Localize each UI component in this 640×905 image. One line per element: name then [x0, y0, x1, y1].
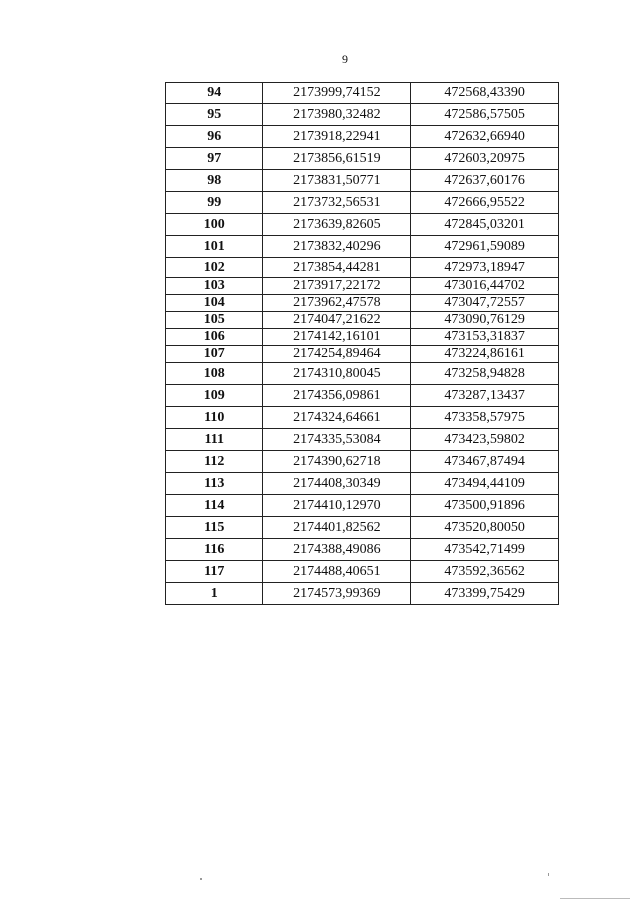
point-number-cell: 1	[166, 583, 263, 605]
x-coordinate-cell: 2174408,30349	[263, 473, 411, 495]
point-number-cell: 101	[166, 236, 263, 258]
page-number: 9	[342, 52, 348, 66]
point-number-cell: 106	[166, 329, 263, 346]
table-row	[166, 192, 559, 214]
table-row	[166, 583, 559, 605]
table-row	[166, 170, 559, 192]
point-number-cell: 117	[166, 561, 263, 583]
point-number-cell: 95	[166, 104, 263, 126]
y-coordinate-cell: 473592,36562	[411, 561, 559, 583]
point-number-cell: 109	[166, 385, 263, 407]
table-row	[166, 539, 559, 561]
point-number-cell: 110	[166, 407, 263, 429]
point-number-cell: 99	[166, 192, 263, 214]
y-coordinate-cell: 473399,75429	[411, 583, 559, 605]
table-row	[166, 258, 559, 278]
x-coordinate-cell: 2173639,82605	[263, 214, 411, 236]
y-coordinate-cell: 473500,91896	[411, 495, 559, 517]
x-coordinate-cell: 2174335,53084	[263, 429, 411, 451]
point-number-cell: 96	[166, 126, 263, 148]
table-row	[166, 329, 559, 346]
point-number-cell: 115	[166, 517, 263, 539]
table-row	[166, 214, 559, 236]
y-coordinate-cell: 472568,43390	[411, 83, 559, 104]
x-coordinate-cell: 2174142,16101	[263, 329, 411, 346]
y-coordinate-cell: 473494,44109	[411, 473, 559, 495]
scan-edge-mark	[560, 898, 630, 899]
coordinates-table	[165, 82, 559, 605]
table-row	[166, 83, 559, 104]
table-row	[166, 236, 559, 258]
table-row	[166, 407, 559, 429]
y-coordinate-cell: 472586,57505	[411, 104, 559, 126]
y-coordinate-cell: 473090,76129	[411, 312, 559, 329]
table-row	[166, 561, 559, 583]
scan-mark	[200, 878, 202, 880]
x-coordinate-cell: 2173732,56531	[263, 192, 411, 214]
point-number-cell: 114	[166, 495, 263, 517]
table-row	[166, 278, 559, 295]
y-coordinate-cell: 472637,60176	[411, 170, 559, 192]
x-coordinate-cell: 2174401,82562	[263, 517, 411, 539]
y-coordinate-cell: 473287,13437	[411, 385, 559, 407]
table-row	[166, 148, 559, 170]
y-coordinate-cell: 473016,44702	[411, 278, 559, 295]
x-coordinate-cell: 2173918,22941	[263, 126, 411, 148]
y-coordinate-cell: 473467,87494	[411, 451, 559, 473]
x-coordinate-cell: 2173856,61519	[263, 148, 411, 170]
x-coordinate-cell: 2174324,64661	[263, 407, 411, 429]
point-number-cell: 103	[166, 278, 263, 295]
y-coordinate-cell: 472632,66940	[411, 126, 559, 148]
table-row	[166, 346, 559, 363]
point-number-cell: 104	[166, 295, 263, 312]
table-row	[166, 429, 559, 451]
table-row	[166, 295, 559, 312]
y-coordinate-cell: 473423,59802	[411, 429, 559, 451]
y-coordinate-cell: 472973,18947	[411, 258, 559, 278]
table-row	[166, 517, 559, 539]
x-coordinate-cell: 2174390,62718	[263, 451, 411, 473]
point-number-cell: 112	[166, 451, 263, 473]
x-coordinate-cell: 2173999,74152	[263, 83, 411, 104]
table-row	[166, 312, 559, 329]
x-coordinate-cell: 2173854,44281	[263, 258, 411, 278]
point-number-cell: 111	[166, 429, 263, 451]
x-coordinate-cell: 2173962,47578	[263, 295, 411, 312]
x-coordinate-cell: 2174488,40651	[263, 561, 411, 583]
y-coordinate-cell: 473258,94828	[411, 363, 559, 385]
table-row	[166, 126, 559, 148]
point-number-cell: 100	[166, 214, 263, 236]
y-coordinate-cell: 472666,95522	[411, 192, 559, 214]
y-coordinate-cell: 473224,86161	[411, 346, 559, 363]
point-number-cell: 107	[166, 346, 263, 363]
table-row	[166, 363, 559, 385]
x-coordinate-cell: 2173980,32482	[263, 104, 411, 126]
coordinates-table-body	[166, 83, 559, 605]
x-coordinate-cell: 2173831,50771	[263, 170, 411, 192]
table-row	[166, 104, 559, 126]
x-coordinate-cell: 2174388,49086	[263, 539, 411, 561]
x-coordinate-cell: 2174410,12970	[263, 495, 411, 517]
x-coordinate-cell: 2174254,89464	[263, 346, 411, 363]
point-number-cell: 97	[166, 148, 263, 170]
y-coordinate-cell: 473047,72557	[411, 295, 559, 312]
table-row	[166, 473, 559, 495]
x-coordinate-cell: 2174047,21622	[263, 312, 411, 329]
x-coordinate-cell: 2173917,22172	[263, 278, 411, 295]
point-number-cell: 116	[166, 539, 263, 561]
table-row	[166, 385, 559, 407]
point-number-cell: 113	[166, 473, 263, 495]
x-coordinate-cell: 2173832,40296	[263, 236, 411, 258]
x-coordinate-cell: 2174356,09861	[263, 385, 411, 407]
scan-mark	[548, 873, 549, 876]
point-number-cell: 98	[166, 170, 263, 192]
y-coordinate-cell: 472961,59089	[411, 236, 559, 258]
table-row	[166, 451, 559, 473]
table-row	[166, 495, 559, 517]
point-number-cell: 108	[166, 363, 263, 385]
point-number-cell: 102	[166, 258, 263, 278]
point-number-cell: 94	[166, 83, 263, 104]
y-coordinate-cell: 472845,03201	[411, 214, 559, 236]
y-coordinate-cell: 473358,57975	[411, 407, 559, 429]
y-coordinate-cell: 472603,20975	[411, 148, 559, 170]
x-coordinate-cell: 2174573,99369	[263, 583, 411, 605]
x-coordinate-cell: 2174310,80045	[263, 363, 411, 385]
y-coordinate-cell: 473520,80050	[411, 517, 559, 539]
point-number-cell: 105	[166, 312, 263, 329]
y-coordinate-cell: 473153,31837	[411, 329, 559, 346]
y-coordinate-cell: 473542,71499	[411, 539, 559, 561]
